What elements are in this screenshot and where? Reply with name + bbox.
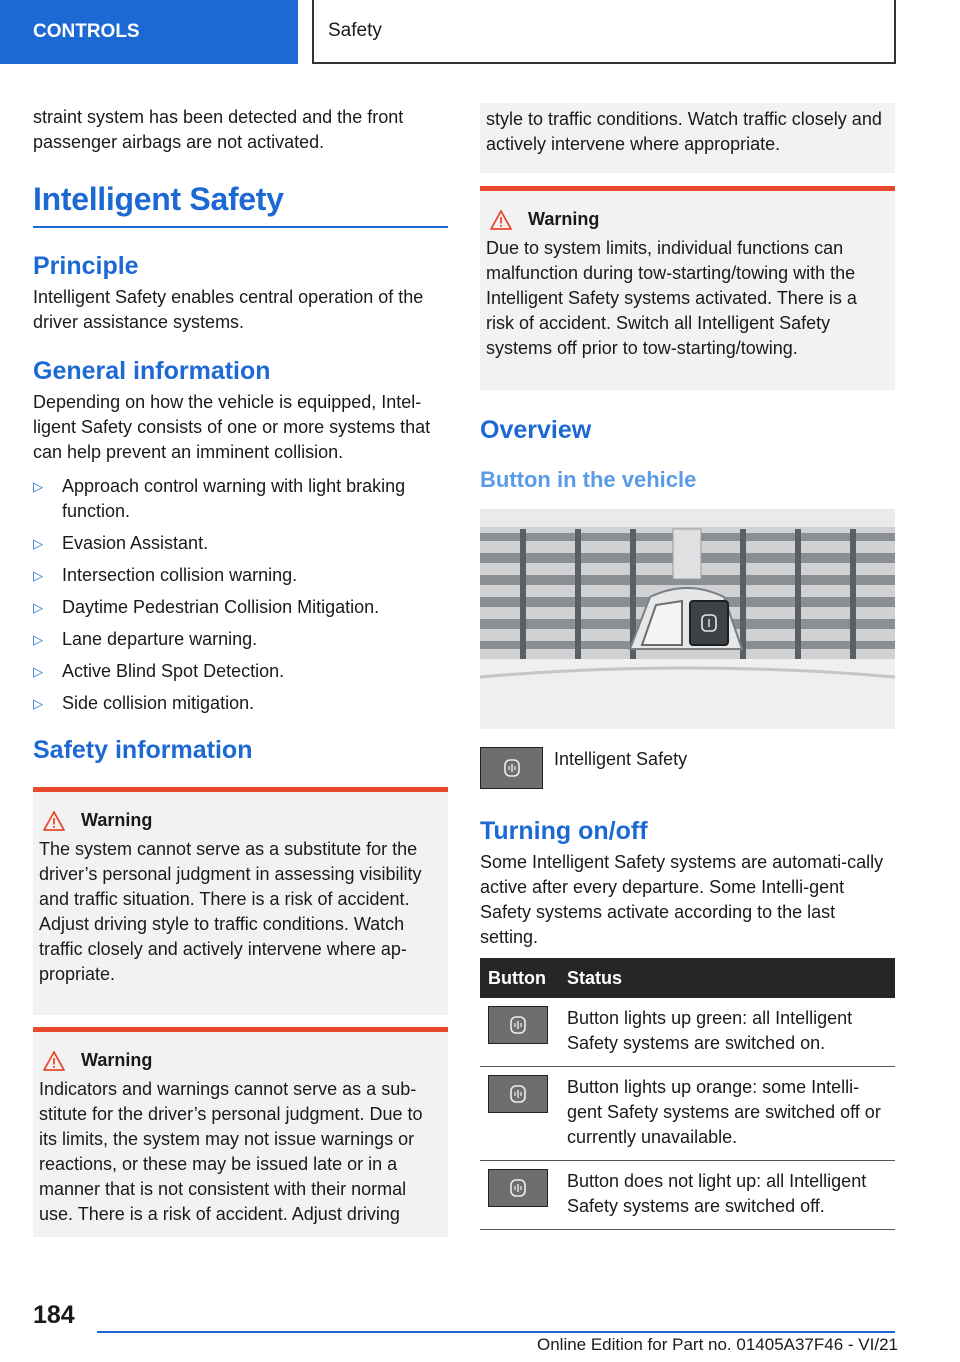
list-item: ▷ Active Blind Spot Detection.	[33, 659, 448, 684]
turning-heading: Turning on/off	[480, 817, 648, 845]
section-tab: Safety	[312, 0, 896, 64]
button-cell	[480, 1161, 559, 1230]
warning-box	[33, 1027, 448, 1237]
car-shield-icon	[507, 1083, 529, 1105]
warning-box	[33, 787, 448, 1015]
left-column	[33, 105, 448, 1237]
table-row	[480, 1161, 895, 1230]
general-text: Depending on how the vehicle is equipped, Intel‐ligent Safety consists of one or more systems that can help prevent an imminent collision.	[33, 392, 431, 462]
warning-continued	[480, 103, 895, 173]
warning-header	[39, 810, 442, 831]
edition-note: Online Edition for Part no. 01405A37F46 - VI/21	[536, 1335, 898, 1354]
warning-text: Indicators and warnings cannot serve as a sub‐stitute for the driver’s personal judgment. Due to its limits, the system may not issue warnings or reactions, or these may be issued late or in a manner that is not consistent with their normal use. There is a risk of accident. Adjust driving	[39, 1079, 423, 1224]
triangle-bullet-icon: ▷	[33, 479, 43, 494]
list-item: ▷ Daytime Pedestrian Collision Mitigation.	[33, 595, 448, 620]
intelligent-safety-button-icon	[480, 747, 543, 789]
triangle-bullet-icon: ▷	[33, 632, 43, 647]
list-item: ▷ Evasion Assistant.	[33, 531, 448, 556]
warning-triangle-icon	[490, 210, 512, 230]
status-table	[480, 958, 895, 1230]
title-rule	[33, 226, 448, 228]
turning-text: Some Intelligent Safety systems are automati‐cally active after every departure. Some Intelli‐gent Safety systems activate according to the last setting.	[480, 852, 884, 947]
warning-title: Warning	[81, 810, 153, 830]
page-number: 184	[33, 1301, 75, 1329]
principle-heading: Principle	[33, 252, 139, 280]
general-heading: General information	[33, 357, 271, 385]
warning-text: The system cannot serve as a substitute for the driver’s personal judgment in assessing visibility and traffic situation. There is a risk of accident. Adjust driving style to traffic conditions. Watch traffic closely and actively intervene where ap‐propriate.	[39, 839, 422, 984]
triangle-bullet-icon: ▷	[33, 568, 43, 583]
warning-header	[39, 1050, 442, 1071]
vehicle-button-photo	[480, 509, 895, 729]
warning-header	[486, 209, 889, 230]
status-cell: Button lights up green: all Intelligent Safety systems are switched on.	[559, 998, 895, 1067]
list-item: ▷ Side collision mitigation.	[33, 691, 448, 716]
overview-heading: Overview	[480, 416, 592, 444]
car-shield-icon	[507, 1014, 529, 1036]
page-title: Intelligent Safety	[33, 181, 284, 217]
warning-text: Due to system limits, individual functions can malfunction during tow-starting/towing with the Intelligent Safety systems activated. There is a risk of accident. Switch all Intelligent Safety systems off prior to tow-starting/towing.	[486, 238, 857, 358]
triangle-bullet-icon: ▷	[33, 600, 43, 615]
footer-rule	[97, 1331, 895, 1333]
icon-legend-label: Intelligent Safety	[554, 749, 688, 769]
chapter-tab: CONTROLS	[0, 0, 298, 64]
car-shield-icon	[507, 1177, 529, 1199]
button-subheading: Button in the vehicle	[480, 467, 697, 492]
safety-heading: Safety information	[33, 736, 253, 764]
warning-text: style to traffic conditions. Watch traffic closely and actively intervene where appropriate.	[486, 109, 882, 154]
table-header-row	[480, 958, 895, 998]
intelligent-safety-button-icon	[488, 1006, 548, 1044]
status-cell: Button does not light up: all Intelligent Safety systems are switched off.	[559, 1161, 895, 1230]
warning-triangle-icon	[43, 1051, 65, 1071]
warning-triangle-icon	[43, 811, 65, 831]
button-cell	[480, 998, 559, 1067]
icon-legend	[480, 747, 895, 789]
intro-text: straint system has been detected and the front passenger airbags are not activated.	[33, 107, 404, 152]
triangle-bullet-icon: ▷	[33, 696, 43, 711]
list-item: ▷ Approach control warning with light braking function.	[33, 476, 406, 521]
button-cell	[480, 1067, 559, 1161]
list-item: ▷ Intersection collision warning.	[33, 563, 448, 588]
table-row	[480, 1067, 895, 1161]
right-column	[480, 103, 895, 1230]
warning-box	[480, 186, 895, 390]
intelligent-safety-button-icon	[488, 1075, 548, 1113]
intelligent-safety-button-icon	[488, 1169, 548, 1207]
triangle-bullet-icon: ▷	[33, 664, 43, 679]
status-cell: Button lights up orange: some Intelli‐gent Safety systems are switched off or currently unavailable.	[559, 1067, 895, 1161]
column-header: Status	[559, 958, 895, 998]
principle-text: Intelligent Safety enables central operation of the driver assistance systems.	[33, 287, 424, 332]
table-row	[480, 998, 895, 1067]
car-shield-icon	[501, 757, 523, 779]
warning-title: Warning	[81, 1050, 153, 1070]
list-item: ▷ Lane departure warning.	[33, 627, 448, 652]
triangle-bullet-icon: ▷	[33, 536, 43, 551]
warning-title: Warning	[528, 209, 600, 229]
systems-list	[33, 474, 448, 716]
column-header: Button	[480, 958, 559, 998]
